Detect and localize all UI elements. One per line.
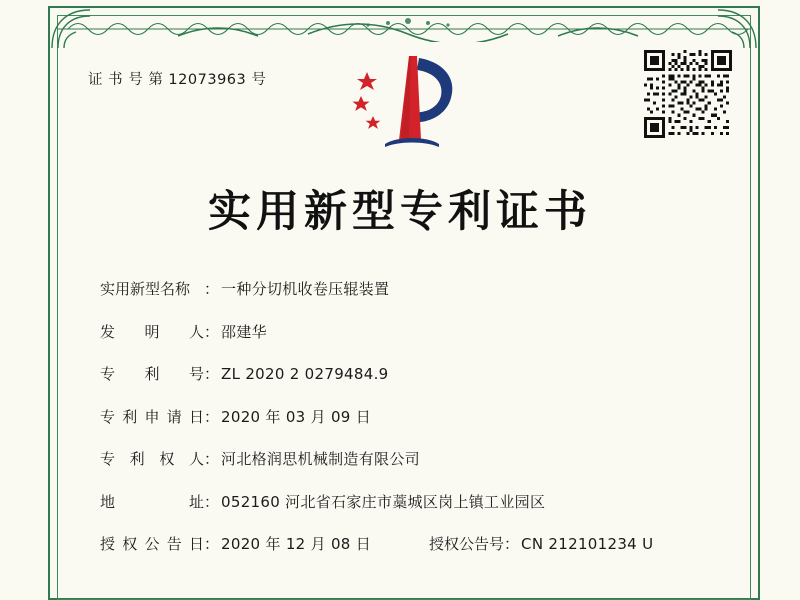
- patent-office-logo: [345, 48, 465, 158]
- field-value-utility-model-name: 一种分切机收卷压辊装置: [221, 280, 390, 298]
- qr-code: [644, 50, 732, 138]
- field-value-patent-number: ZL 2020 2 0279484.9: [221, 365, 389, 383]
- field-value-patentee: 河北格润思机械制造有限公司: [221, 450, 420, 468]
- field-value-announcement-number: CN 212101234 U: [521, 535, 654, 553]
- field-label-announcement-date: 授权公告日: [100, 535, 204, 553]
- field-separator: ：: [204, 450, 220, 468]
- field-value-application-date: 2020 年 03 月 09 日: [221, 407, 372, 426]
- field-separator: ：: [204, 492, 220, 511]
- corner-ornament-top-right: [716, 8, 758, 50]
- field-separator: ：: [204, 407, 220, 426]
- field-separator: ：: [204, 280, 220, 298]
- field-row-announcement: [100, 533, 720, 554]
- ornamental-band: [58, 16, 750, 42]
- field-label-utility-model-name: 实用新型名称: [100, 280, 191, 298]
- field-value-announcement-date: 2020 年 12 月 08 日: [221, 535, 372, 553]
- field-label-application-date: 专利申请日: [100, 407, 204, 426]
- field-separator: ：: [204, 322, 220, 341]
- field-row-address: [100, 491, 720, 512]
- field-label-patent-number: 专 利 号: [100, 365, 204, 383]
- field-label-announcement-number: 授权公告号: [429, 535, 505, 553]
- field-row-inventor: [100, 321, 720, 342]
- certificate-number: 证 书 号 第 12073963 号: [88, 72, 267, 88]
- field-separator: ：: [204, 365, 220, 383]
- field-row-patent-number: [100, 363, 720, 384]
- corner-ornament-top-left: [50, 8, 92, 50]
- field-row-utility-model-name: [100, 278, 720, 299]
- field-label-address: 地 址: [100, 492, 204, 511]
- field-value-inventor: 邵建华: [221, 322, 267, 341]
- certificate-fields: [100, 278, 720, 554]
- field-label-inventor: 发 明 人: [100, 322, 204, 341]
- field-row-application-date: [100, 406, 720, 427]
- field-separator: ：: [204, 535, 220, 553]
- page-title: 实用新型专利证书: [208, 187, 592, 237]
- field-separator: ：: [504, 535, 520, 553]
- field-label-patentee: 专 利 权 人: [100, 450, 204, 468]
- field-value-address: 052160 河北省石家庄市藁城区岗上镇工业园区: [221, 492, 546, 511]
- field-row-patentee: [100, 448, 720, 469]
